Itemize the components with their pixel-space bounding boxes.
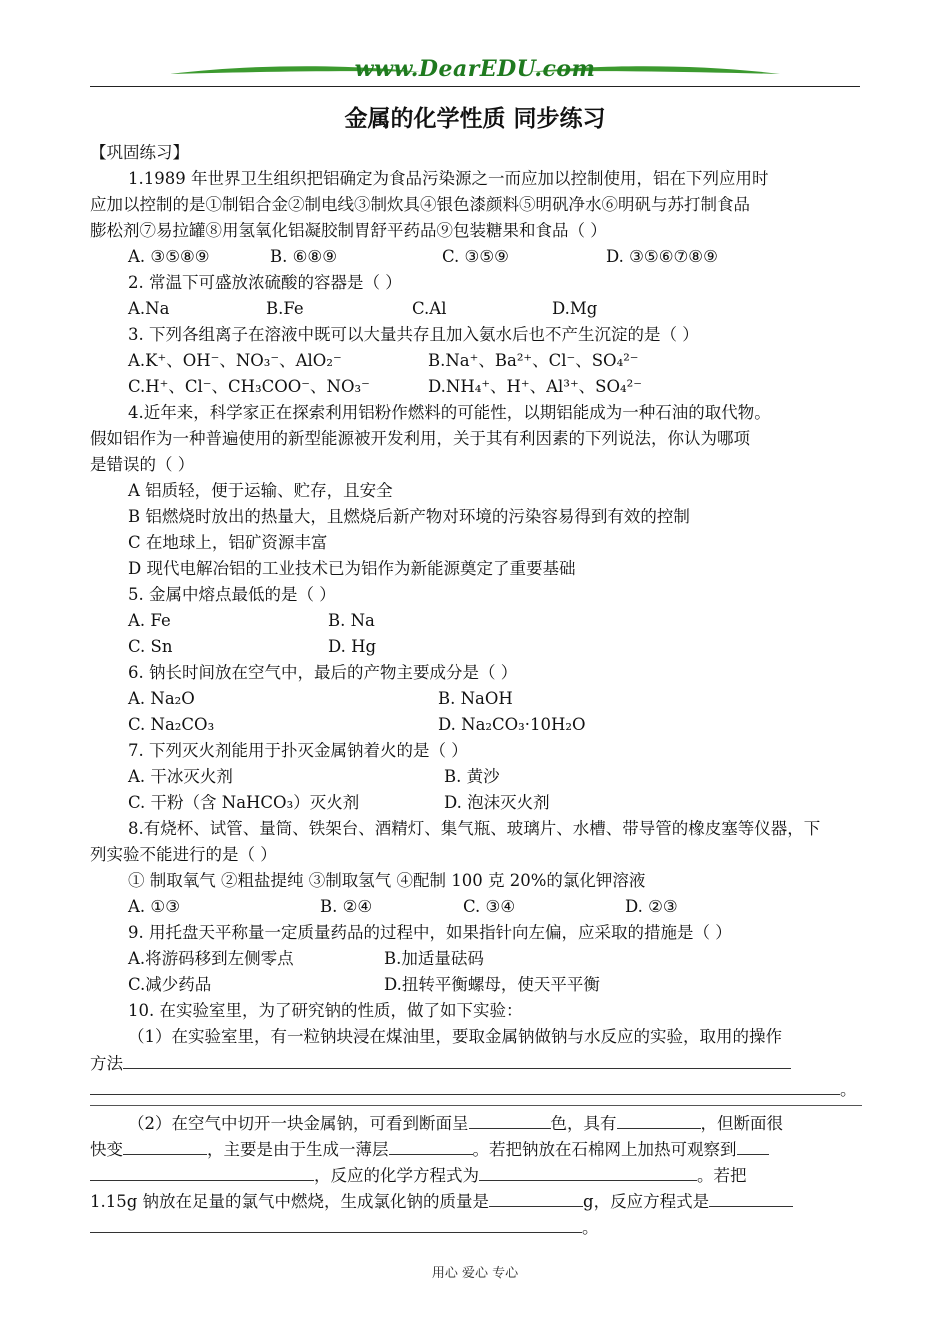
q6-option-b: B. NaOH — [438, 689, 513, 708]
q10-part2-text-6: 。若把钠放在石棉网上加热可观察到 — [472, 1140, 737, 1159]
q5-options-ab — [90, 608, 862, 634]
q10-part2-line3 — [90, 1162, 862, 1188]
q8-options — [90, 894, 862, 920]
q6-stem: 6. 钠长时间放在空气中，最后的产物主要成分是（ ） — [128, 663, 518, 682]
q8-option-a: A. ①③ — [128, 897, 180, 916]
q10-blank-color[interactable] — [469, 1110, 551, 1129]
q10-blank-luster[interactable] — [617, 1110, 701, 1129]
q9-option-b: B.加适量砝码 — [384, 949, 484, 968]
q3-options-cd — [90, 374, 862, 400]
q10-part2-text-3: ，但断面很 — [700, 1114, 783, 1133]
q8-option-d: D. ②③ — [625, 897, 678, 916]
q10-stem: 10. 在实验室里，为了研究钠的性质，做了如下实验： — [128, 1001, 523, 1020]
q7-stem: 7. 下列灭火剂能用于扑灭金属钠着火的是（ ） — [128, 741, 468, 760]
q10-part1-line3 — [90, 1076, 862, 1102]
q10-part2-line1 — [90, 1110, 862, 1136]
q10-part1-line1: （1）在实验室里，有一粒钠块浸在煤油里，要取金属钠做钠与水反应的实验，取用的操作 — [128, 1027, 782, 1046]
q7-option-b: B. 黄沙 — [444, 767, 500, 786]
q3-option-c: C.H⁺、Cl⁻、CH₃COO⁻、NO₃⁻ — [128, 377, 370, 396]
q4-option-d: D 现代电解冶铝的工业技术已为铝作为新能源奠定了重要基础 — [128, 559, 576, 578]
q10-blank-observe-start[interactable] — [737, 1136, 769, 1155]
q3-option-a: A.K⁺、OH⁻、NO₃⁻、AlO₂⁻ — [128, 351, 342, 370]
page-footer: 用心 爱心 专心 — [431, 1266, 519, 1281]
q2-option-b: B.Fe — [266, 299, 304, 318]
q10-part1-label: 方法 — [90, 1054, 123, 1073]
q7-options-cd — [90, 790, 862, 816]
document-body — [90, 140, 862, 1240]
q10-part2-text-2: 色，具有 — [550, 1114, 617, 1133]
q8-items: ① 制取氧气 ②粗盐提纯 ③制取氢气 ④配制 100 克 20%的氯化钾溶液 — [128, 871, 646, 890]
q5-option-d: D. Hg — [328, 637, 377, 656]
site-logo[interactable]: www.DearEDU.com — [354, 56, 596, 82]
q5-option-c: C. Sn — [128, 637, 173, 656]
q7-option-d: D. 泡沫灭火剂 — [444, 793, 550, 812]
q8-line1: 8.有烧杯、试管、量筒、铁架台、酒精灯、集气瓶、玻璃片、水槽、带导管的橡皮塞等仪器，下 — [128, 819, 821, 838]
q9-option-d: D.扭转平衡螺母，使天平平衡 — [384, 975, 600, 994]
q6-options-cd — [90, 712, 862, 738]
q6-option-d: D. Na₂CO₃·10H₂O — [438, 715, 586, 734]
q7-option-c: C. 干粉（含 NaHCO₃）灭火剂 — [128, 793, 360, 812]
header-rule — [90, 86, 860, 87]
q8-option-b: B. ②④ — [320, 897, 373, 916]
q9-stem: 9. 用托盘天平称量一定质量药品的过程中，如果指针向左偏，应采取的措施是（ ） — [128, 923, 732, 942]
q10-part1-line2 — [90, 1050, 862, 1076]
q3-stem: 3. 下列各组离子在溶液中既可以大量共存且加入氨水后也不产生沉淀的是（ ） — [128, 325, 699, 344]
q1-option-c: C. ③⑤⑨ — [442, 247, 509, 266]
q2-option-c: C.Al — [412, 299, 447, 318]
q1-line2: 应加以控制的是①制铝合金②制电线③制炊具④银色漆颜料⑤明矾净水⑥明矾与苏打制食品 — [90, 195, 750, 214]
q10-answer-blank-2[interactable] — [90, 1076, 840, 1095]
q10-part2-text-7: ，反应的化学方程式为 — [314, 1166, 479, 1185]
q1-option-d: D. ③⑤⑥⑦⑧⑨ — [606, 247, 718, 266]
q5-options-cd — [90, 634, 862, 660]
q10-blank-equation-1[interactable] — [479, 1162, 697, 1181]
q10-blank-layer[interactable] — [389, 1136, 473, 1155]
q7-option-a: A. 干冰灭火剂 — [128, 767, 233, 786]
q10-blank-equation-2b[interactable] — [90, 1214, 582, 1233]
q10-part2-line4 — [90, 1188, 862, 1214]
q5-stem: 5. 金属中熔点最低的是（ ） — [128, 585, 336, 604]
q9-option-c: C.减少药品 — [128, 975, 212, 994]
q10-answer-blank-1[interactable] — [123, 1050, 791, 1069]
q1-option-b: B. ⑥⑧⑨ — [270, 247, 337, 266]
q4-option-c: C 在地球上，铝矿资源丰富 — [128, 533, 328, 552]
q2-option-d: D.Mg — [552, 299, 598, 318]
q10-blank-observe[interactable] — [90, 1162, 314, 1181]
q10-period-2: 。 — [582, 1218, 599, 1237]
q4-option-a: A 铝质轻，便于运输、贮存，且安全 — [128, 481, 393, 500]
q10-blank-equation-2a[interactable] — [709, 1188, 793, 1207]
q10-blank-mass[interactable] — [489, 1188, 583, 1207]
q10-blank-change[interactable] — [123, 1136, 207, 1155]
q5-option-b: B. Na — [328, 611, 375, 630]
q6-options-ab — [90, 686, 862, 712]
q10-part2-text-9: 1.15g 钠放在足量的氯气中燃烧，生成氯化钠的质量是 — [90, 1192, 490, 1211]
q8-line2: 列实验不能进行的是（ ） — [90, 845, 277, 864]
q1-option-a: A. ③⑤⑧⑨ — [128, 247, 210, 266]
q3-option-d: D.NH₄⁺、H⁺、Al³⁺、SO₄²⁻ — [428, 377, 642, 396]
q6-option-a: A. Na₂O — [128, 689, 195, 708]
q4-option-b: B 铝燃烧时放出的热量大，且燃烧后新产物对环境的污染容易得到有效的控制 — [128, 507, 690, 526]
q10-part2-line5 — [90, 1214, 862, 1240]
q10-part2-text-8: 。若把 — [697, 1166, 747, 1185]
q10-part2-text-5: ，主要是由于生成一薄层 — [207, 1140, 389, 1159]
q2-option-a: A.Na — [128, 299, 170, 318]
q4-line3: 是错误的（ ） — [90, 455, 195, 474]
q10-period-1: 。 — [840, 1080, 857, 1099]
q1-line1: 1.1989 年世界卫生组织把铝确定为食品污染源之一而应加以控制使用，铝在下列应用时 — [128, 169, 769, 188]
q9-options-cd — [90, 972, 862, 998]
q10-part2-text-4: 快变 — [90, 1140, 123, 1159]
q2-options — [90, 296, 862, 322]
q3-option-b: B.Na⁺、Ba²⁺、Cl⁻、SO₄²⁻ — [428, 351, 639, 370]
q10-part2-line2 — [90, 1136, 862, 1162]
q3-options-ab — [90, 348, 862, 374]
q5-option-a: A. Fe — [128, 611, 171, 630]
section-divider — [90, 1104, 862, 1106]
q9-options-ab — [90, 946, 862, 972]
q2-stem: 2. 常温下可盛放浓硫酸的容器是（ ） — [128, 273, 402, 292]
q8-option-c: C. ③④ — [463, 897, 516, 916]
q10-part2-text-10: g，反应方程式是 — [583, 1192, 710, 1211]
q10-part2-text-1: （2）在空气中切开一块金属钠，可看到断面呈 — [128, 1114, 469, 1133]
q6-option-c: C. Na₂CO₃ — [128, 715, 215, 734]
q9-option-a: A.将游码移到左侧零点 — [128, 949, 294, 968]
page-header — [90, 56, 860, 96]
section-heading: 【巩固练习】 — [90, 143, 189, 162]
q4-line2: 假如铝作为一种普遍使用的新型能源被开发利用，关于其有利因素的下列说法，你认为哪项 — [90, 429, 750, 448]
page-title: 金属的化学性质 同步练习 — [344, 106, 606, 132]
q7-options-ab — [90, 764, 862, 790]
q1-line3: 膨松剂⑦易拉罐⑧用氢氧化铝凝胶制胃舒平药品⑨包装糖果和食品（ ） — [90, 221, 607, 240]
q4-line1: 4.近年来，科学家正在探索利用铝粉作燃料的可能性，以期铝能成为一种石油的取代物。 — [128, 403, 771, 422]
q1-options — [90, 244, 862, 270]
